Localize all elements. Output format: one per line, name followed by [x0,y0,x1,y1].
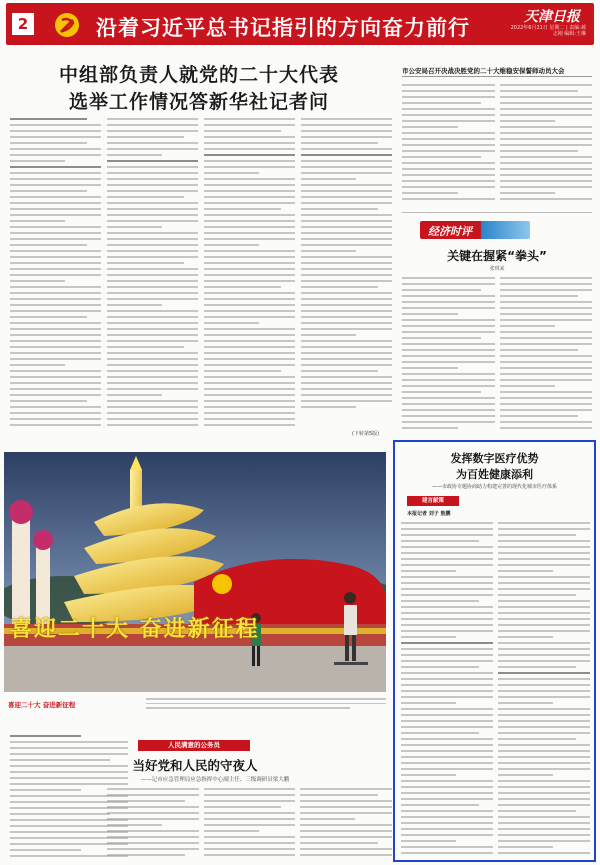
main-headline-line2: 选举工作情况答新华社记者问 [68,91,329,113]
continued-note: (下转第5版) [352,431,380,437]
photo-banner-text: 喜迎二十大 奋进新征程 [10,617,260,642]
feature-subtitle: ——记市应急管理局应急指挥中心副主任、三级调研员梁大鹏 [140,777,290,783]
feature-tag: 人民满意的公务员 [138,740,250,751]
page-number: 2 [12,13,34,35]
highlight-title-line2: 为百姓健康添利 [456,468,533,481]
photo-banner [4,610,386,644]
main-headline[interactable] [10,62,388,116]
masthead-banner [6,3,594,45]
newspaper-logo: 天津日报 [524,9,580,25]
right-top-body [402,84,592,202]
commentary-body [402,277,592,435]
highlight-tag: 建言献策 [407,496,459,506]
party-emblem-icon [52,11,82,39]
news-photo[interactable] [4,452,386,692]
issue-info: 2022年6月21日 星期二 | 责编:郝志刚 编辑:王琳 [510,25,586,37]
commentary-author: 张琪来 [489,266,505,272]
commentary-tag [420,221,530,239]
divider [402,76,592,77]
commentary-tag-label: 经济时评 [428,225,472,238]
highlight-title-line1: 发挥数字医疗优势 [450,452,539,465]
feature-body [10,788,392,860]
highlight-body [401,522,590,856]
main-headline-line1: 中组部负责人就党的二十大代表 [58,64,339,86]
section-title: 沿着习近平总书记指引的方向奋力前行 [96,16,470,40]
feature-title[interactable]: 当好党和人民的守夜人 [132,758,258,773]
photo-label: 喜迎二十大 奋进新征程 [8,701,76,709]
photo-caption [146,698,386,712]
right-top-headline[interactable]: 市公安局召开决战决胜党的二十大维稳安保誓师动员大会 [402,67,565,75]
commentary-title[interactable]: 关键在握紧“拳头” [447,249,547,263]
commentary-box [402,212,592,440]
highlighted-article[interactable] [393,440,596,862]
festival-flower-sculpture-image [4,452,386,692]
main-article-body [10,118,392,438]
highlight-byline: 本报记者 刘子 敖鹏 [407,511,451,517]
highlight-subtitle: ——市政协专题协商助力构建完善的现代化城市医疗体系 [431,484,557,490]
